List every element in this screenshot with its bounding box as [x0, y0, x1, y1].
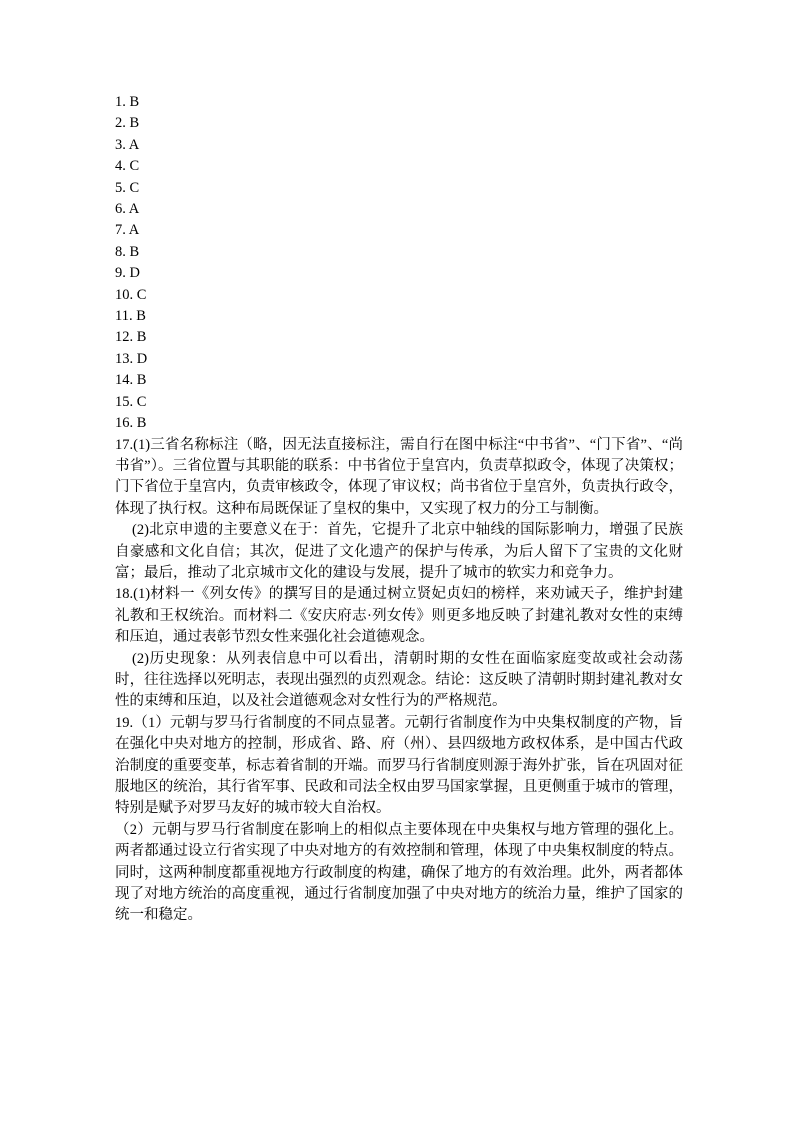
answer-line-4: 4. C [115, 158, 140, 175]
answer-line-15: 15. C [115, 393, 147, 410]
answer-line-12: 12. B [115, 329, 147, 346]
answer-line-9: 9. D [115, 265, 140, 282]
answer-line-5: 5. C [115, 179, 140, 196]
answer-paragraph-18-2: (2)历史现象：从列表信息中可以看出，清朝时期的女性在面临家庭变故或社会动荡时，往往选择以死明志，表现出强烈的贞烈观念。结论：这反映了清朝时期封建礼教对女性的束缚和压迫，以及社会道德观念对女性行为的严格规范。 [115, 650, 683, 710]
answer-line-11: 11. B [115, 308, 146, 325]
answer-paragraph-19-2: （2）元朝与罗马行省制度在影响上的相似点主要体现在中央集权与地方管理的强化上。两者都通过设立行省实现了中央对地方的有效控制和管理，体现了中央集权制度的特点。同时，这两种制度都重视地方行政制度的构建，确保了地方的有效治理。此外，两者都体现了对地方统治的高度重视，通过行省制度加强了中央对地方的统治力量，维护了国家的统一和稳定。 [115, 821, 683, 924]
answer-line-8: 8. B [115, 243, 140, 260]
answer-line-10: 10. C [115, 286, 147, 303]
answer-line-2: 2. B [115, 115, 140, 132]
answer-line-3: 3. A [115, 136, 140, 153]
answer-line-16: 16. B [115, 415, 147, 432]
answer-line-7: 7. A [115, 222, 140, 239]
answer-paragraph-19-1: 19.（1）元朝与罗马行省制度的不同点显著。元朝行省制度作为中央集权制度的产物，旨在强化中央对地方的控制，形成省、路、府（州）、县四级地方政权体系，是中国古代政治制度的重要变革，标志着省制的开端。而罗马行省制度则源于海外扩张，旨在巩固对征服地区的统治，其行省军事、民政和司法全权由罗马国家掌握，且更侧重于城市的管理，特别是赋予对罗马友好的城市较大自治权。 [115, 714, 683, 817]
answer-key-content [115, 92, 683, 927]
answer-paragraph-18-1: 18.(1)材料一《列女传》的撰写目的是通过树立贤妃贞妇的榜样，来劝诫天子，维护封建礼教和王权统治。而材料二《安庆府志·列女传》则更多地反映了封建礼教对女性的束缚和压迫，通过表彰节烈女性来强化社会道德观念。 [115, 586, 683, 646]
answer-line-1: 1. B [115, 94, 140, 110]
answer-line-6: 6. A [115, 201, 140, 218]
answer-line-14: 14. B [115, 372, 147, 389]
answer-paragraph-17-1: 17.(1)三省名称标注（略，因无法直接标注，需自行在图中标注“中书省”、“门下省”、“尚书省”）。三省位置与其职能的联系：中书省位于皇宫内，负责草拟政令，体现了决策权；门下省位于皇宫内，负责审核政令，体现了审议权；尚书省位于皇宫外，负责执行政令，体现了执行权。这种布局既保证了皇权的集中，又实现了权力的分工与制衡。 [115, 436, 683, 517]
answer-line-13: 13. D [115, 350, 148, 367]
answer-paragraph-17-2: (2)北京申遗的主要意义在于：首先，它提升了北京中轴线的国际影响力，增强了民族自豪感和文化自信；其次，促进了文化遗产的保护与传承，为后人留下了宝贵的文化财富；最后，推动了北京城市文化的建设与发展，提升了城市的软实力和竞争力。 [115, 522, 683, 581]
